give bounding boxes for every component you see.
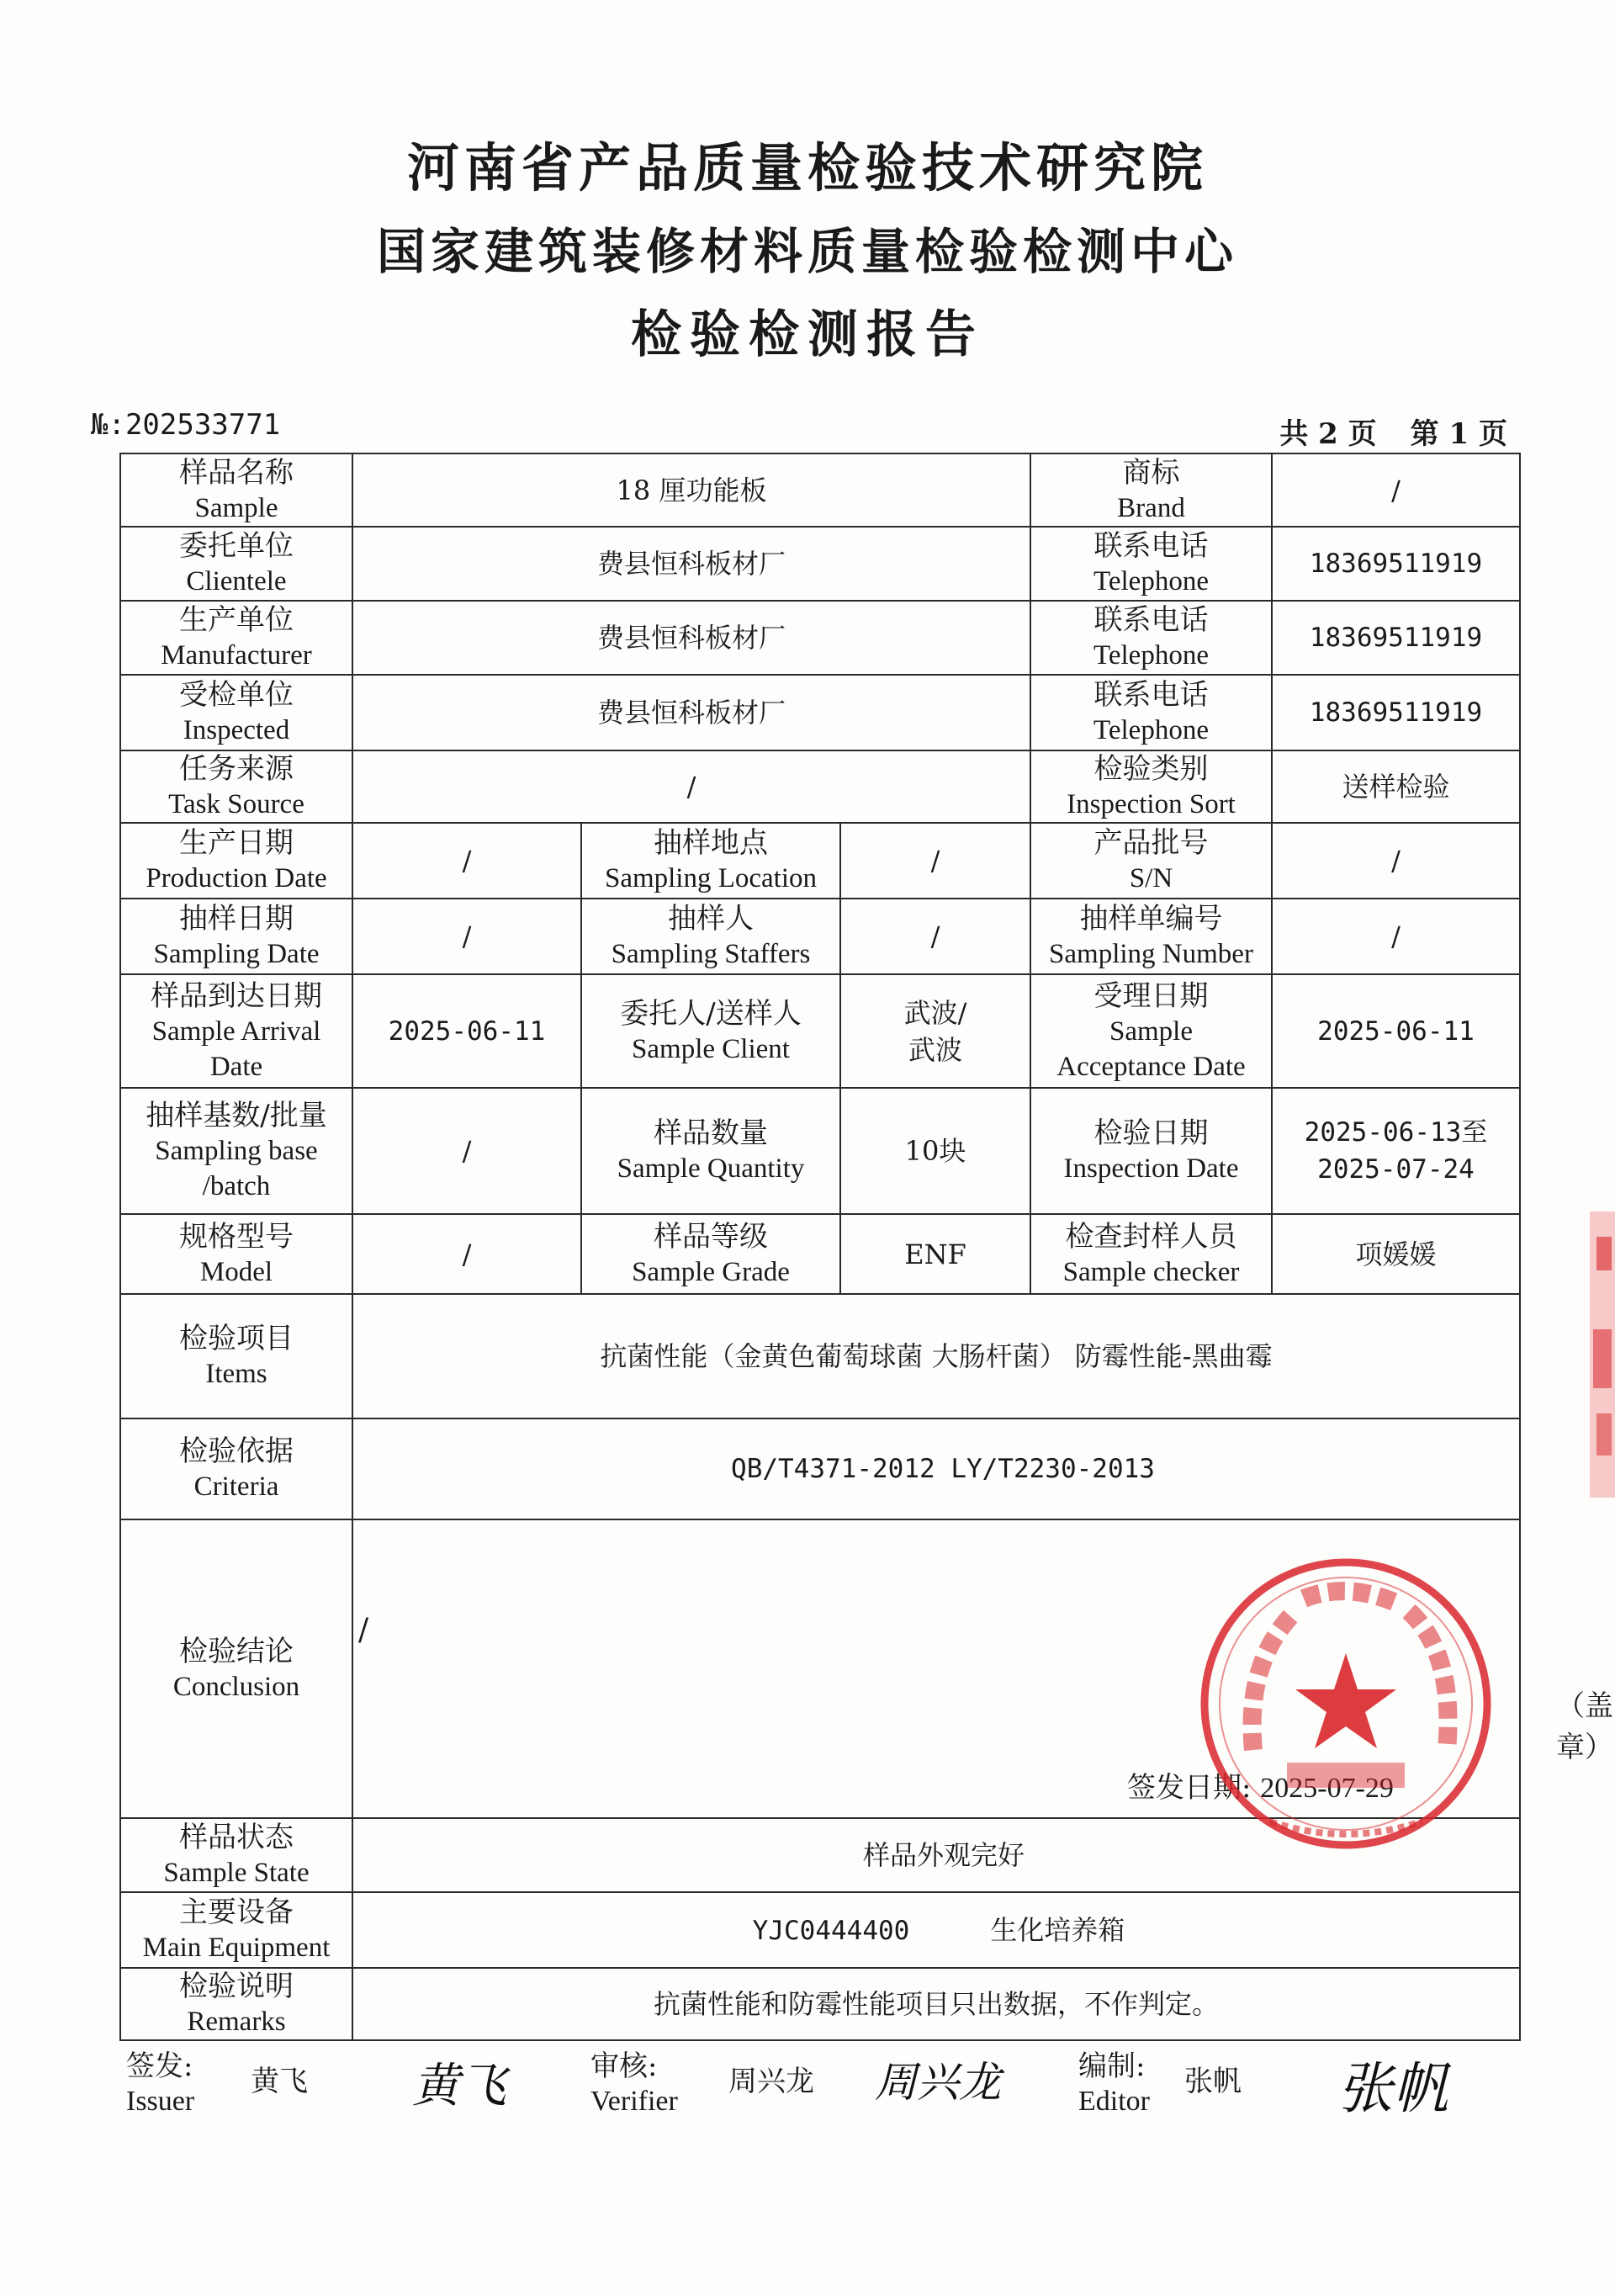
sn-label: 产品批号 S/N bbox=[1030, 823, 1272, 899]
remarks-value: 抗菌性能和防霉性能项目只出数据，不作判定。 bbox=[352, 1968, 1520, 2040]
signature-footer bbox=[0, 2049, 1615, 2150]
sample-checker-value: 项媛媛 bbox=[1272, 1214, 1520, 1294]
telephone-value: 18369511919 bbox=[1272, 527, 1520, 601]
issuer-signature: 黄飞 bbox=[412, 2059, 506, 2113]
sampling-base-value: / bbox=[352, 1088, 581, 1214]
verifier-label: 审核: Verifier bbox=[590, 2049, 678, 2117]
sampling-number-label: 抽样单编号 Sampling Number bbox=[1030, 899, 1272, 974]
sample-checker-label: 检查封样人员 Sample checker bbox=[1030, 1214, 1272, 1294]
sample-quantity-value: 10块 bbox=[840, 1088, 1030, 1214]
telephone-label: 联系电话 Telephone bbox=[1030, 675, 1272, 750]
model-value: / bbox=[352, 1214, 581, 1294]
editor-signature: 张帆 bbox=[1337, 2056, 1448, 2121]
sample-quantity-label: 样品数量 Sample Quantity bbox=[581, 1088, 840, 1214]
criteria-label: 检验依据 Criteria bbox=[120, 1418, 352, 1519]
edge-seal-mark bbox=[1585, 1203, 1615, 1506]
equipment-value bbox=[352, 1892, 1520, 1968]
issuer-label: 签发: Issuer bbox=[126, 2049, 195, 2117]
sampling-location-value: / bbox=[840, 823, 1030, 899]
task-source-value: / bbox=[352, 750, 1030, 823]
sample-client-label: 委托人/送样人 Sample Client bbox=[581, 974, 840, 1088]
sample-grade-label: 样品等级 Sample Grade bbox=[581, 1214, 840, 1294]
inspected-label: 受检单位 Inspected bbox=[120, 675, 352, 750]
inspection-sort-value: 送样检验 bbox=[1272, 750, 1520, 823]
clientele-value: 费县恒科板材厂 bbox=[352, 527, 1030, 601]
verifier-signature: 周兴龙 bbox=[875, 2058, 1001, 2107]
sample-client-value: 武波/ 武波 bbox=[840, 974, 1030, 1088]
inspection-date-label: 检验日期 Inspection Date bbox=[1030, 1088, 1272, 1214]
equipment-name: 生化培养箱 bbox=[990, 1913, 1125, 1946]
sampling-date-label: 抽样日期 Sampling Date bbox=[120, 899, 352, 974]
acceptance-date-label: 受理日期 Sample Acceptance Date bbox=[1030, 974, 1272, 1088]
model-label: 规格型号 Model bbox=[120, 1214, 352, 1294]
sampling-number-value: / bbox=[1272, 899, 1520, 974]
task-source-label: 任务来源 Task Source bbox=[120, 750, 352, 823]
inspection-date-value: 2025-06-13至 2025-07-24 bbox=[1272, 1088, 1520, 1214]
issuer-name: 黄飞 bbox=[251, 2065, 308, 2098]
telephone-label: 联系电话 Telephone bbox=[1030, 601, 1272, 675]
verifier-name: 周兴龙 bbox=[728, 2065, 814, 2098]
sample-state-label: 样品状态 Sample State bbox=[120, 1818, 352, 1892]
arrival-date-value: 2025-06-11 bbox=[352, 974, 581, 1088]
equipment-code: YJC0444400 bbox=[752, 1915, 910, 1946]
sampling-location-label: 抽样地点 Sampling Location bbox=[581, 823, 840, 899]
inspection-sort-label: 检验类别 Inspection Sort bbox=[1030, 750, 1272, 823]
page-total: 共 2 页 bbox=[1279, 417, 1377, 451]
institute-title: 河南省产品质量检验技术研究院 bbox=[406, 137, 1208, 199]
report-title: 检验检测报告 bbox=[631, 305, 984, 364]
inspected-value: 费县恒科板材厂 bbox=[352, 675, 1030, 750]
brand-label: 商标 Brand bbox=[1030, 453, 1272, 527]
editor-name: 张帆 bbox=[1184, 2065, 1242, 2098]
manufacturer-value: 费县恒科板材厂 bbox=[352, 601, 1030, 675]
sampling-base-label: 抽样基数/批量 Sampling base /batch bbox=[120, 1088, 352, 1214]
equipment-label: 主要设备 Main Equipment bbox=[120, 1892, 352, 1968]
center-title: 国家建筑装修材料质量检验检测中心 bbox=[376, 223, 1238, 280]
sample-grade-value: ENF bbox=[840, 1214, 1030, 1294]
official-seal bbox=[1194, 1552, 1497, 1855]
sn-value: / bbox=[1272, 823, 1520, 899]
brand-value: / bbox=[1272, 453, 1520, 527]
telephone-value: 18369511919 bbox=[1272, 675, 1520, 750]
clientele-label: 委托单位 Clientele bbox=[120, 527, 352, 601]
issue-date: 签发日期: 2025-07-29 bbox=[1127, 1771, 1394, 1805]
sample-state-value: 样品外观完好 bbox=[352, 1818, 1520, 1892]
criteria-value: QB/T4371-2012 LY/T2230-2013 bbox=[352, 1418, 1520, 1519]
telephone-value: 18369511919 bbox=[1272, 601, 1520, 675]
remarks-label: 检验说明 Remarks bbox=[120, 1968, 352, 2040]
arrival-date-label: 样品到达日期 Sample Arrival Date bbox=[120, 974, 352, 1088]
sample-value: 18 厘功能板 bbox=[352, 453, 1030, 527]
conclusion-label: 检验结论 Conclusion bbox=[120, 1519, 352, 1818]
items-value: 抗菌性能（金黄色葡萄球菌 大肠杆菌） 防霉性能-黑曲霉 bbox=[352, 1294, 1520, 1418]
page-indicator bbox=[1246, 411, 1507, 452]
sample-label: 样品名称 Sample bbox=[120, 453, 352, 527]
seal-placeholder: （盖 章） bbox=[1556, 1689, 1613, 1764]
acceptance-date-value: 2025-06-11 bbox=[1272, 974, 1520, 1088]
telephone-label: 联系电话 Telephone bbox=[1030, 527, 1272, 601]
manufacturer-label: 生产单位 Manufacturer bbox=[120, 601, 352, 675]
sampling-staffers-value: / bbox=[840, 899, 1030, 974]
report-number: №:202533771 bbox=[91, 408, 281, 442]
conclusion-value: / bbox=[358, 1613, 369, 1647]
sampling-staffers-label: 抽样人 Sampling Staffers bbox=[581, 899, 840, 974]
production-date-label: 生产日期 Production Date bbox=[120, 823, 352, 899]
editor-label: 编制: Editor bbox=[1078, 2049, 1150, 2117]
sampling-date-value: / bbox=[352, 899, 581, 974]
production-date-value: / bbox=[352, 823, 581, 899]
page-current: 第 1 页 bbox=[1410, 417, 1507, 451]
items-label: 检验项目 Items bbox=[120, 1294, 352, 1418]
